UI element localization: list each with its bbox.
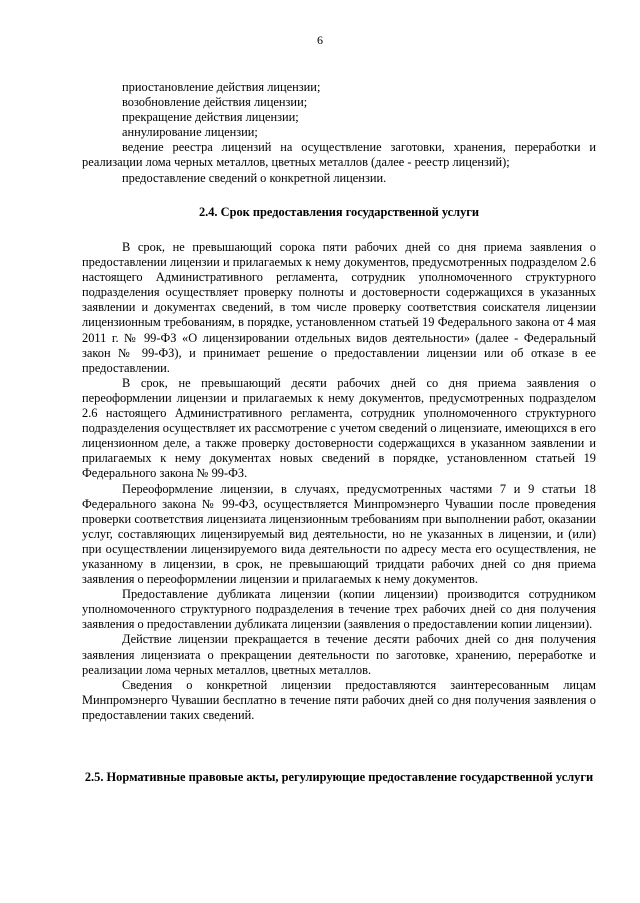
list-item: возобновление действия лицензии; xyxy=(122,95,308,110)
list-item: приостановление действия лицензии; xyxy=(122,80,321,94)
function-list xyxy=(82,80,596,186)
paragraph: В срок, не превышающий десяти рабочих дней со дня приема заявления о переоформлении лицензии и прилагаемых к нему документов, предусмотренных подразделом 2.6 настоящего Административного регламента, сотрудник уполномоченного структурного подразделения осуществляет их рассмотрение с учетом сведений о лицензиате, имеющихся в его лицензионном деле, а также проверку достоверности содержащихся в указанном заявлении и прилагаемых к нему документах новых сведений в порядке, установленном статьей 19 Федерального закона № 99-ФЗ. xyxy=(82,375,596,481)
page-number: 6 xyxy=(317,33,323,47)
list-item: аннулирование лицензии; xyxy=(122,125,258,140)
paragraph: Действие лицензии прекращается в течение десяти рабочих дней со дня получения заявления лицензиата о прекращении деятельности по заготовке, хранению, переработке и реализации лома черных металлов, цветных металлов. xyxy=(82,632,596,677)
section-heading-2-5: 2.5. Нормативные правовые акты, регулирующие предоставление государственной услуги xyxy=(84,770,594,784)
list-item: предоставление сведений о конкретной лицензии. xyxy=(122,170,387,185)
paragraph: Сведения о конкретной лицензии предоставляются заинтересованным лицам Минпромэнерго Чувашии бесплатно в течение пяти рабочих дней со дня получения заявления о предоставлении таких сведений. xyxy=(82,677,596,722)
paragraph: Предоставление дубликата лицензии (копии лицензии) производится сотрудником уполномоченного структурного подразделения в течение трех рабочих дней со дня получения заявления о предоставлении дубликата лицензии (заявления о предоставлении копии лицензии). xyxy=(82,587,596,632)
paragraph: Переоформление лицензии, в случаях, предусмотренных частями 7 и 9 статьи 18 Федерального закона № 99-ФЗ, осуществляется Минпромэнерго Чувашии после проведения проверки соответствия лицензиата лицензионным требованиям при выполнении работ, оказании услуг, составляющих лицензируемый вид деятельности, но не указанных в лицензии, и (или) при осуществлении лицензируемого вида деятельности по адресу места его осуществления, не указанному в лицензии, в срок, не превышающий тридцати рабочих дней со дня приема заявления о переоформлении лицензии и прилагаемых к нему документов. xyxy=(82,481,596,587)
paragraph: В срок, не превышающий сорока пяти рабочих дней со дня приема заявления о предоставлении лицензии и прилагаемых к нему документов, предусмотренных подразделом 2.6 настоящего Административного регламента, сотрудник уполномоченного структурного подразделения осуществляет проверку полноты и достоверности содержащихся в указанных заявлении и документах сведений, в том числе проверку соответствия соискателя лицензии лицензионным требованиям, в порядке, установленном статьей 19 Федерального закона от 4 мая 2011 г. № 99-ФЗ «О лицензировании отдельных видов деятельности» (далее - Федеральный закон № 99-ФЗ), и принимает решение о предоставлении лицензии или об отказе в ее предоставлении. xyxy=(82,240,596,375)
section-2-4-body xyxy=(82,240,596,723)
list-item: прекращение действия лицензии; xyxy=(122,110,299,125)
section-heading-2-4: 2.4. Срок предоставления государственной услуги xyxy=(198,205,480,219)
list-item: ведение реестра лицензий на осуществление заготовки, хранения, переработки и реализации лома черных металлов, цветных металлов (далее - реестр лицензий); xyxy=(82,140,596,170)
